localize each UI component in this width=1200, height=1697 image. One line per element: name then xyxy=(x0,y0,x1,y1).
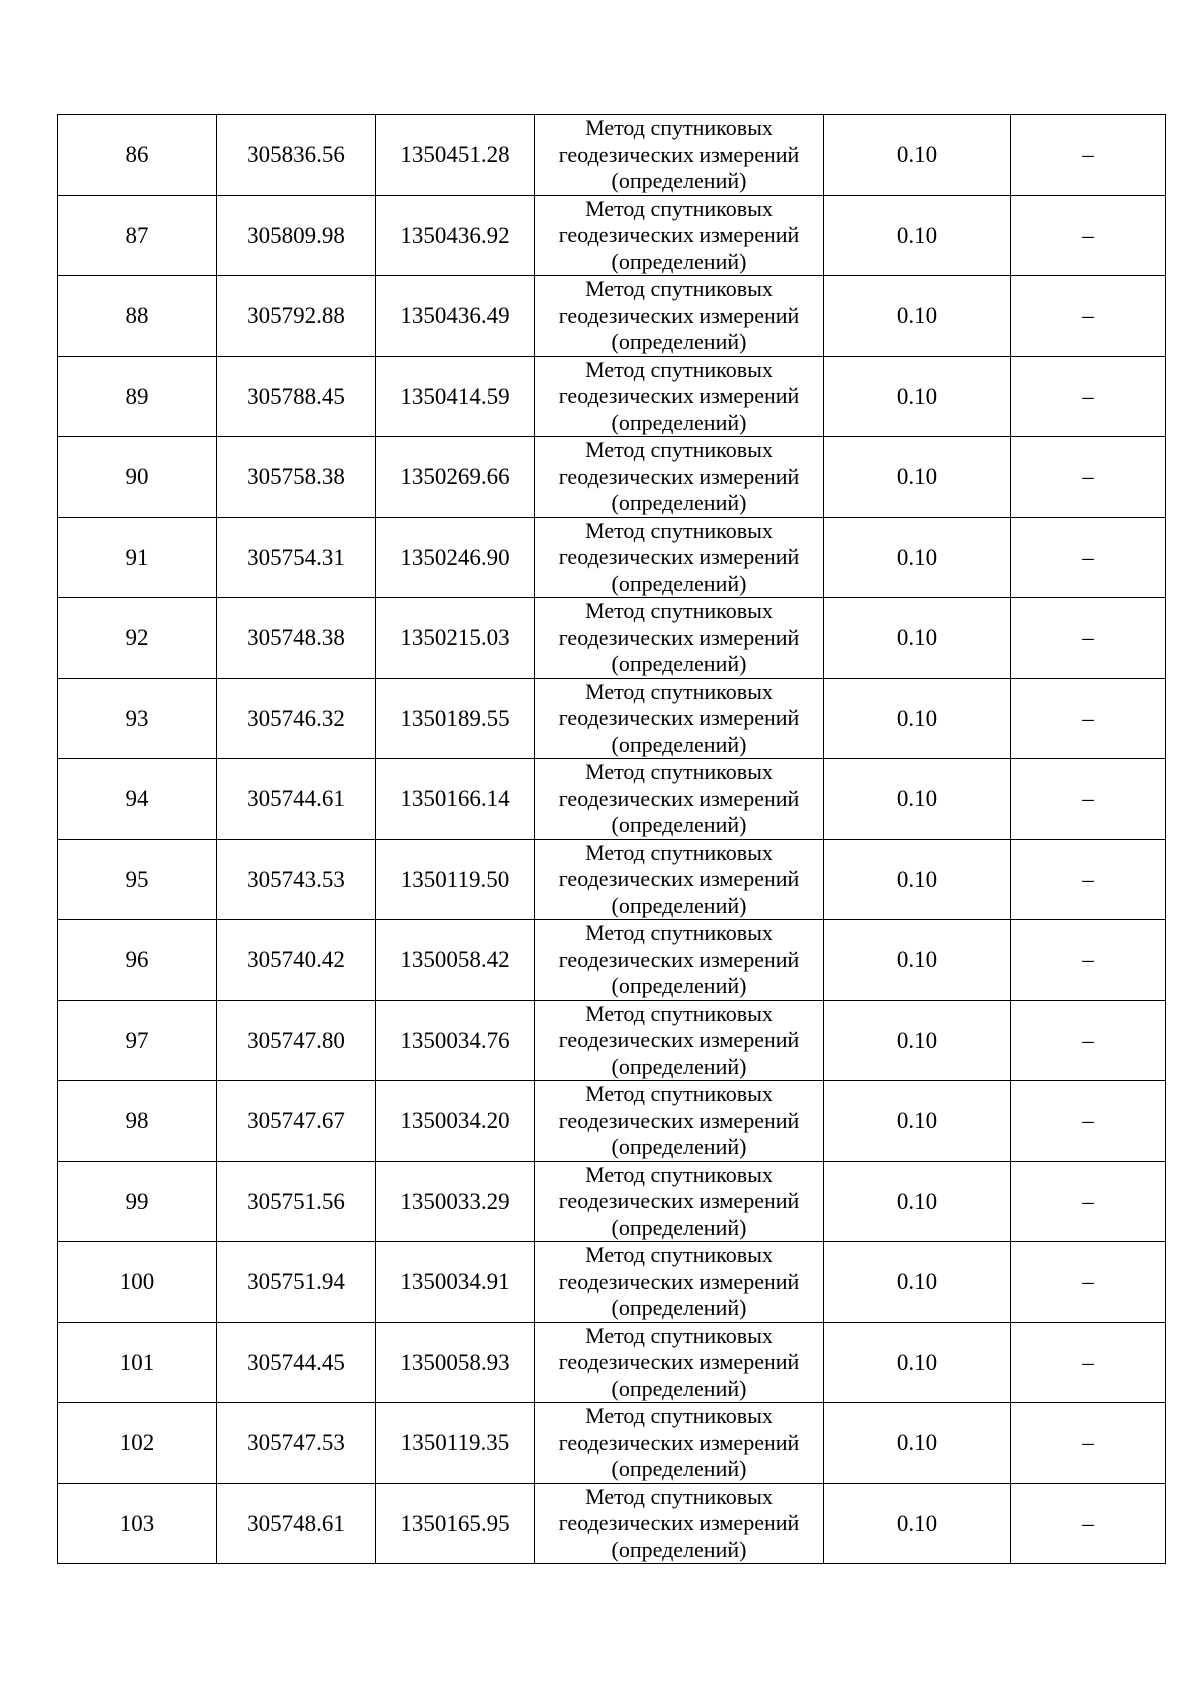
method-text-line: (определений) xyxy=(611,1536,747,1562)
y-coordinate-cell: 1350033.29 xyxy=(376,1161,535,1242)
table-row xyxy=(58,1161,1166,1242)
point-number-cell: 90 xyxy=(58,437,217,518)
method-text-line: Метод спутниковых xyxy=(585,839,773,865)
x-coordinate-cell: 305744.45 xyxy=(217,1322,376,1403)
method-text-line: (определений) xyxy=(611,1053,747,1079)
point-number-cell: 98 xyxy=(58,1081,217,1162)
table-row xyxy=(58,276,1166,357)
table-row xyxy=(58,920,1166,1001)
y-coordinate-cell: 1350414.59 xyxy=(376,356,535,437)
method-text-line: (определений) xyxy=(611,570,747,596)
method-text-line: Метод спутниковых xyxy=(585,276,773,301)
table-row xyxy=(58,115,1166,196)
note-cell: – xyxy=(1011,1242,1166,1323)
method-text-line: (определений) xyxy=(611,490,747,515)
accuracy-cell: 0.10 xyxy=(824,839,1011,920)
method-text-line: геодезических измерений xyxy=(558,866,800,891)
x-coordinate-cell: 305809.98 xyxy=(217,195,376,276)
method-cell xyxy=(535,195,824,276)
method-text-line: геодезических измерений xyxy=(558,222,800,247)
x-coordinate-cell: 305748.61 xyxy=(217,1483,376,1564)
method-text-line: геодезических измерений xyxy=(558,1027,800,1052)
x-coordinate-cell: 305743.53 xyxy=(217,839,376,920)
x-coordinate-cell: 305758.38 xyxy=(217,437,376,518)
accuracy-cell: 0.10 xyxy=(824,276,1011,357)
method-cell xyxy=(535,517,824,598)
note-cell: – xyxy=(1011,920,1166,1001)
y-coordinate-cell: 1350034.76 xyxy=(376,1000,535,1081)
method-text-line: Метод спутниковых xyxy=(585,598,773,623)
x-coordinate-cell: 305744.61 xyxy=(217,759,376,840)
y-coordinate-cell: 1350119.50 xyxy=(376,839,535,920)
x-coordinate-cell: 305747.67 xyxy=(217,1081,376,1162)
method-text-line: геодезических измерений xyxy=(558,624,800,650)
note-cell: – xyxy=(1011,195,1166,276)
method-text-line: Метод спутниковых xyxy=(585,356,773,382)
method-text-line: (определений) xyxy=(611,1214,747,1240)
accuracy-cell: 0.10 xyxy=(824,195,1011,276)
accuracy-cell: 0.10 xyxy=(824,115,1011,196)
method-cell xyxy=(535,920,824,1001)
note-cell: – xyxy=(1011,839,1166,920)
table-row xyxy=(58,598,1166,679)
point-number-cell: 99 xyxy=(58,1161,217,1242)
method-text-line: (определений) xyxy=(611,1295,747,1320)
method-text-line: Метод спутниковых xyxy=(585,1000,773,1026)
method-cell xyxy=(535,115,824,196)
note-cell: – xyxy=(1011,1483,1166,1564)
table-row xyxy=(58,437,1166,518)
coordinates-table xyxy=(57,114,1166,1564)
method-text-line: (определений) xyxy=(611,812,747,837)
accuracy-cell: 0.10 xyxy=(824,678,1011,759)
method-text-line: геодезических измерений xyxy=(558,463,800,489)
method-cell xyxy=(535,356,824,437)
point-number-cell: 88 xyxy=(58,276,217,357)
x-coordinate-cell: 305746.32 xyxy=(217,678,376,759)
note-cell: – xyxy=(1011,1322,1166,1403)
point-number-cell: 102 xyxy=(58,1403,217,1484)
table-row xyxy=(58,195,1166,276)
table-row xyxy=(58,1322,1166,1403)
method-text-line: геодезических измерений xyxy=(558,1188,800,1213)
y-coordinate-cell: 1350436.92 xyxy=(376,195,535,276)
method-cell xyxy=(535,678,824,759)
method-cell xyxy=(535,1000,824,1081)
note-cell: – xyxy=(1011,1161,1166,1242)
method-text-line: геодезических измерений xyxy=(558,946,800,972)
method-text-line: (определений) xyxy=(611,409,747,435)
y-coordinate-cell: 1350451.28 xyxy=(376,115,535,196)
method-cell xyxy=(535,598,824,679)
y-coordinate-cell: 1350165.95 xyxy=(376,1483,535,1564)
x-coordinate-cell: 305792.88 xyxy=(217,276,376,357)
x-coordinate-cell: 305747.80 xyxy=(217,1000,376,1081)
accuracy-cell: 0.10 xyxy=(824,1403,1011,1484)
y-coordinate-cell: 1350215.03 xyxy=(376,598,535,679)
y-coordinate-cell: 1350034.20 xyxy=(376,1081,535,1162)
method-text-line: геодезических измерений xyxy=(558,1510,800,1535)
method-text-line: геодезических измерений xyxy=(558,141,800,167)
method-text-line: Метод спутниковых xyxy=(585,437,773,462)
method-cell xyxy=(535,1483,824,1564)
table-row xyxy=(58,839,1166,920)
note-cell: – xyxy=(1011,759,1166,840)
accuracy-cell: 0.10 xyxy=(824,759,1011,840)
point-number-cell: 93 xyxy=(58,678,217,759)
point-number-cell: 87 xyxy=(58,195,217,276)
method-text-line: геодезических измерений xyxy=(558,302,800,328)
method-text-line: геодезических измерений xyxy=(558,1429,800,1455)
x-coordinate-cell: 305747.53 xyxy=(217,1403,376,1484)
method-text-line: Метод спутниковых xyxy=(585,920,773,945)
table-row xyxy=(58,1242,1166,1323)
method-cell xyxy=(535,1322,824,1403)
method-text-line: (определений) xyxy=(611,168,747,193)
method-text-line: (определений) xyxy=(611,1134,747,1159)
method-text-line: Метод спутниковых xyxy=(585,1403,773,1428)
point-number-cell: 91 xyxy=(58,517,217,598)
accuracy-cell: 0.10 xyxy=(824,1322,1011,1403)
method-text-line: (определений) xyxy=(611,1456,747,1481)
note-cell: – xyxy=(1011,356,1166,437)
method-text-line: Метод спутниковых xyxy=(585,1161,773,1187)
point-number-cell: 101 xyxy=(58,1322,217,1403)
y-coordinate-cell: 1350058.42 xyxy=(376,920,535,1001)
accuracy-cell: 0.10 xyxy=(824,920,1011,1001)
y-coordinate-cell: 1350166.14 xyxy=(376,759,535,840)
method-text-line: (определений) xyxy=(611,1375,747,1401)
method-text-line: (определений) xyxy=(611,248,747,274)
accuracy-cell: 0.10 xyxy=(824,1483,1011,1564)
method-text-line: Метод спутниковых xyxy=(585,1081,773,1106)
y-coordinate-cell: 1350119.35 xyxy=(376,1403,535,1484)
point-number-cell: 86 xyxy=(58,115,217,196)
x-coordinate-cell: 305836.56 xyxy=(217,115,376,196)
method-text-line: Метод спутниковых xyxy=(585,115,773,140)
method-text-line: Метод спутниковых xyxy=(585,759,773,784)
method-cell xyxy=(535,1161,824,1242)
note-cell: – xyxy=(1011,276,1166,357)
note-cell: – xyxy=(1011,598,1166,679)
accuracy-cell: 0.10 xyxy=(824,1161,1011,1242)
point-number-cell: 89 xyxy=(58,356,217,437)
y-coordinate-cell: 1350189.55 xyxy=(376,678,535,759)
method-text-line: (определений) xyxy=(611,651,747,676)
coordinates-table-body xyxy=(58,115,1166,1564)
table-row xyxy=(58,517,1166,598)
method-text-line: Метод спутниковых xyxy=(585,517,773,543)
note-cell: – xyxy=(1011,678,1166,759)
x-coordinate-cell: 305788.45 xyxy=(217,356,376,437)
method-text-line: (определений) xyxy=(611,731,747,757)
method-text-line: геодезических измерений xyxy=(558,544,800,569)
method-text-line: геодезических измерений xyxy=(558,1107,800,1133)
method-text-line: (определений) xyxy=(611,329,747,354)
note-cell: – xyxy=(1011,1000,1166,1081)
point-number-cell: 92 xyxy=(58,598,217,679)
method-text-line: геодезических измерений xyxy=(558,1268,800,1294)
accuracy-cell: 0.10 xyxy=(824,517,1011,598)
method-text-line: Метод спутниковых xyxy=(585,1242,773,1267)
point-number-cell: 103 xyxy=(58,1483,217,1564)
note-cell: – xyxy=(1011,1081,1166,1162)
y-coordinate-cell: 1350058.93 xyxy=(376,1322,535,1403)
accuracy-cell: 0.10 xyxy=(824,437,1011,518)
table-row xyxy=(58,678,1166,759)
x-coordinate-cell: 305751.56 xyxy=(217,1161,376,1242)
method-cell xyxy=(535,1403,824,1484)
note-cell: – xyxy=(1011,437,1166,518)
y-coordinate-cell: 1350034.91 xyxy=(376,1242,535,1323)
method-cell xyxy=(535,1081,824,1162)
method-text-line: геодезических измерений xyxy=(558,705,800,730)
table-row xyxy=(58,1000,1166,1081)
note-cell: – xyxy=(1011,115,1166,196)
x-coordinate-cell: 305751.94 xyxy=(217,1242,376,1323)
method-cell xyxy=(535,437,824,518)
y-coordinate-cell: 1350246.90 xyxy=(376,517,535,598)
table-row xyxy=(58,1403,1166,1484)
method-cell xyxy=(535,1242,824,1323)
accuracy-cell: 0.10 xyxy=(824,356,1011,437)
method-text-line: Метод спутниковых xyxy=(585,1483,773,1509)
method-text-line: (определений) xyxy=(611,892,747,918)
y-coordinate-cell: 1350436.49 xyxy=(376,276,535,357)
y-coordinate-cell: 1350269.66 xyxy=(376,437,535,518)
method-text-line: (определений) xyxy=(611,973,747,998)
point-number-cell: 100 xyxy=(58,1242,217,1323)
x-coordinate-cell: 305748.38 xyxy=(217,598,376,679)
table-row xyxy=(58,1081,1166,1162)
method-text-line: геодезических измерений xyxy=(558,383,800,408)
note-cell: – xyxy=(1011,517,1166,598)
point-number-cell: 95 xyxy=(58,839,217,920)
accuracy-cell: 0.10 xyxy=(824,1242,1011,1323)
method-text-line: геодезических измерений xyxy=(558,785,800,811)
table-row xyxy=(58,1483,1166,1564)
method-text-line: Метод спутниковых xyxy=(585,678,773,704)
method-text-line: Метод спутниковых xyxy=(585,1322,773,1348)
x-coordinate-cell: 305754.31 xyxy=(217,517,376,598)
method-cell xyxy=(535,839,824,920)
x-coordinate-cell: 305740.42 xyxy=(217,920,376,1001)
table-row xyxy=(58,759,1166,840)
note-cell: – xyxy=(1011,1403,1166,1484)
accuracy-cell: 0.10 xyxy=(824,1000,1011,1081)
accuracy-cell: 0.10 xyxy=(824,1081,1011,1162)
method-text-line: Метод спутниковых xyxy=(585,195,773,221)
method-text-line: геодезических измерений xyxy=(558,1349,800,1374)
point-number-cell: 94 xyxy=(58,759,217,840)
method-cell xyxy=(535,276,824,357)
point-number-cell: 97 xyxy=(58,1000,217,1081)
method-cell xyxy=(535,759,824,840)
accuracy-cell: 0.10 xyxy=(824,598,1011,679)
point-number-cell: 96 xyxy=(58,920,217,1001)
table-row xyxy=(58,356,1166,437)
